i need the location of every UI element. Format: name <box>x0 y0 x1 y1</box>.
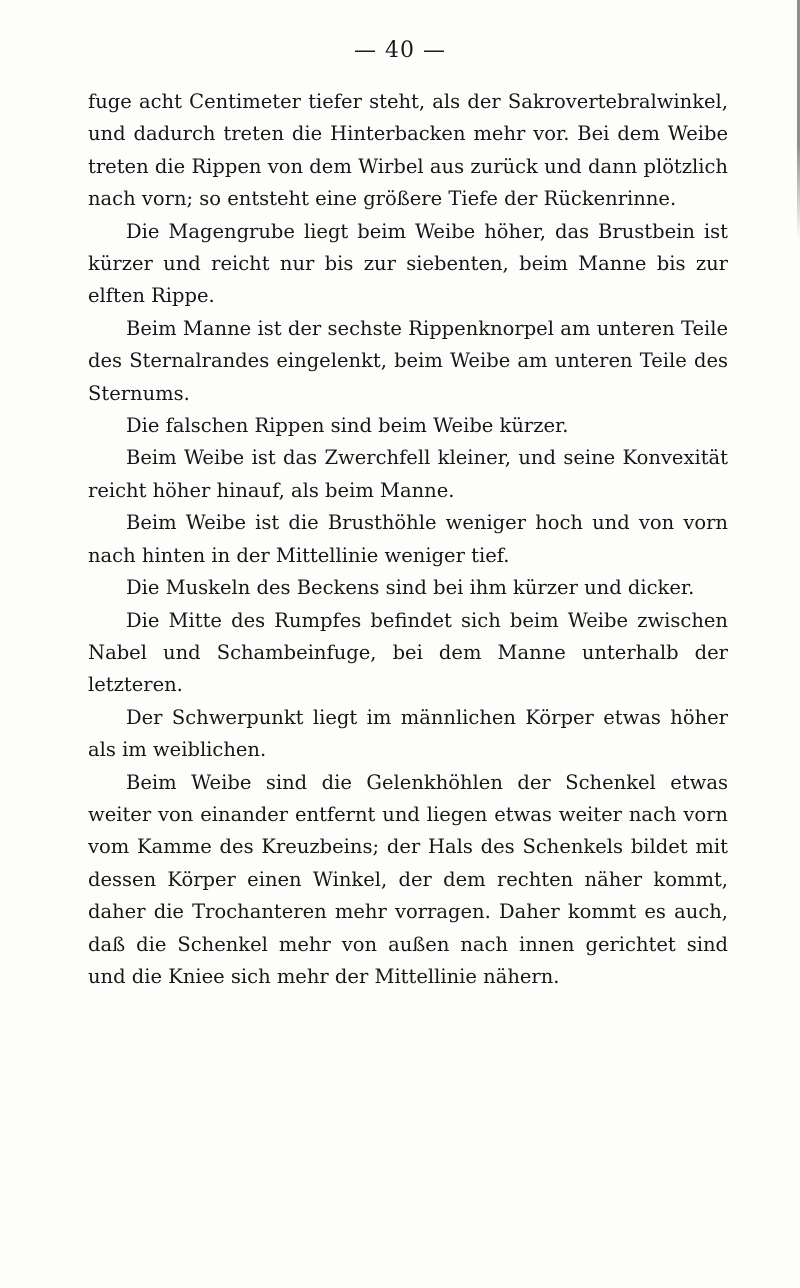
paragraph: Beim Weibe ist die Brusthöhle weniger hoch und von vorn nach hinten in der Mittellinie weniger tief. <box>88 511 728 567</box>
paragraph: Beim Weibe sind die Gelenkhöhlen der Schenkel etwas weiter von einander entfernt und liegen etwas weiter nach vorn vom Kamme des Kreuzbeins; der Hals des Schenkels bildet mit dessen Körper einen Winkel, der dem rechten näher kommt, daher die Trochanteren mehr vorragen. Daher kommt es auch, daß die Schenkel mehr von außen nach innen gerichtet sind und die Kniee sich mehr der Mittellinie nähern. <box>88 770 728 988</box>
paragraph: Die Magengrube liegt beim Weibe höher, das Brustbein ist kürzer und reicht nur bis zur siebenten, beim Manne bis zur elften Rippe. <box>88 219 728 308</box>
page-number: — 40 — <box>354 38 446 63</box>
paragraph: Die Muskeln des Beckens sind bei ihm kürzer und dicker. <box>126 576 695 600</box>
paragraph: Die Mitte des Rumpfes befindet sich beim Weibe zwischen Nabel und Schambeinfuge, bei dem Manne unterhalb der letzteren. <box>88 608 728 697</box>
body-text <box>88 86 728 993</box>
paragraph: Beim Weibe ist das Zwerchfell kleiner, und seine Konvexität reicht höher hinauf, als beim Manne. <box>88 446 728 502</box>
paragraph: Beim Manne ist der sechste Rippenknorpel am unteren Teile des Sternalrandes eingelenkt, beim Weibe am unteren Teile des Sternums. <box>88 316 728 405</box>
paragraph: Der Schwerpunkt liegt im männlichen Körper etwas höher als im weiblichen. <box>88 705 728 762</box>
paragraph: Die falschen Rippen sind beim Weibe kürzer. <box>126 414 569 438</box>
paragraph-continuation: fuge acht Centimeter tiefer steht, als der Sakrovertebralwinkel, und dadurch treten die Hinterbacken mehr vor. Bei dem Weibe treten die Rippen von dem Wirbel aus zurück und dann plötzlich nach vorn; so entsteht eine größere Tiefe der Rückenrinne. <box>88 90 728 211</box>
